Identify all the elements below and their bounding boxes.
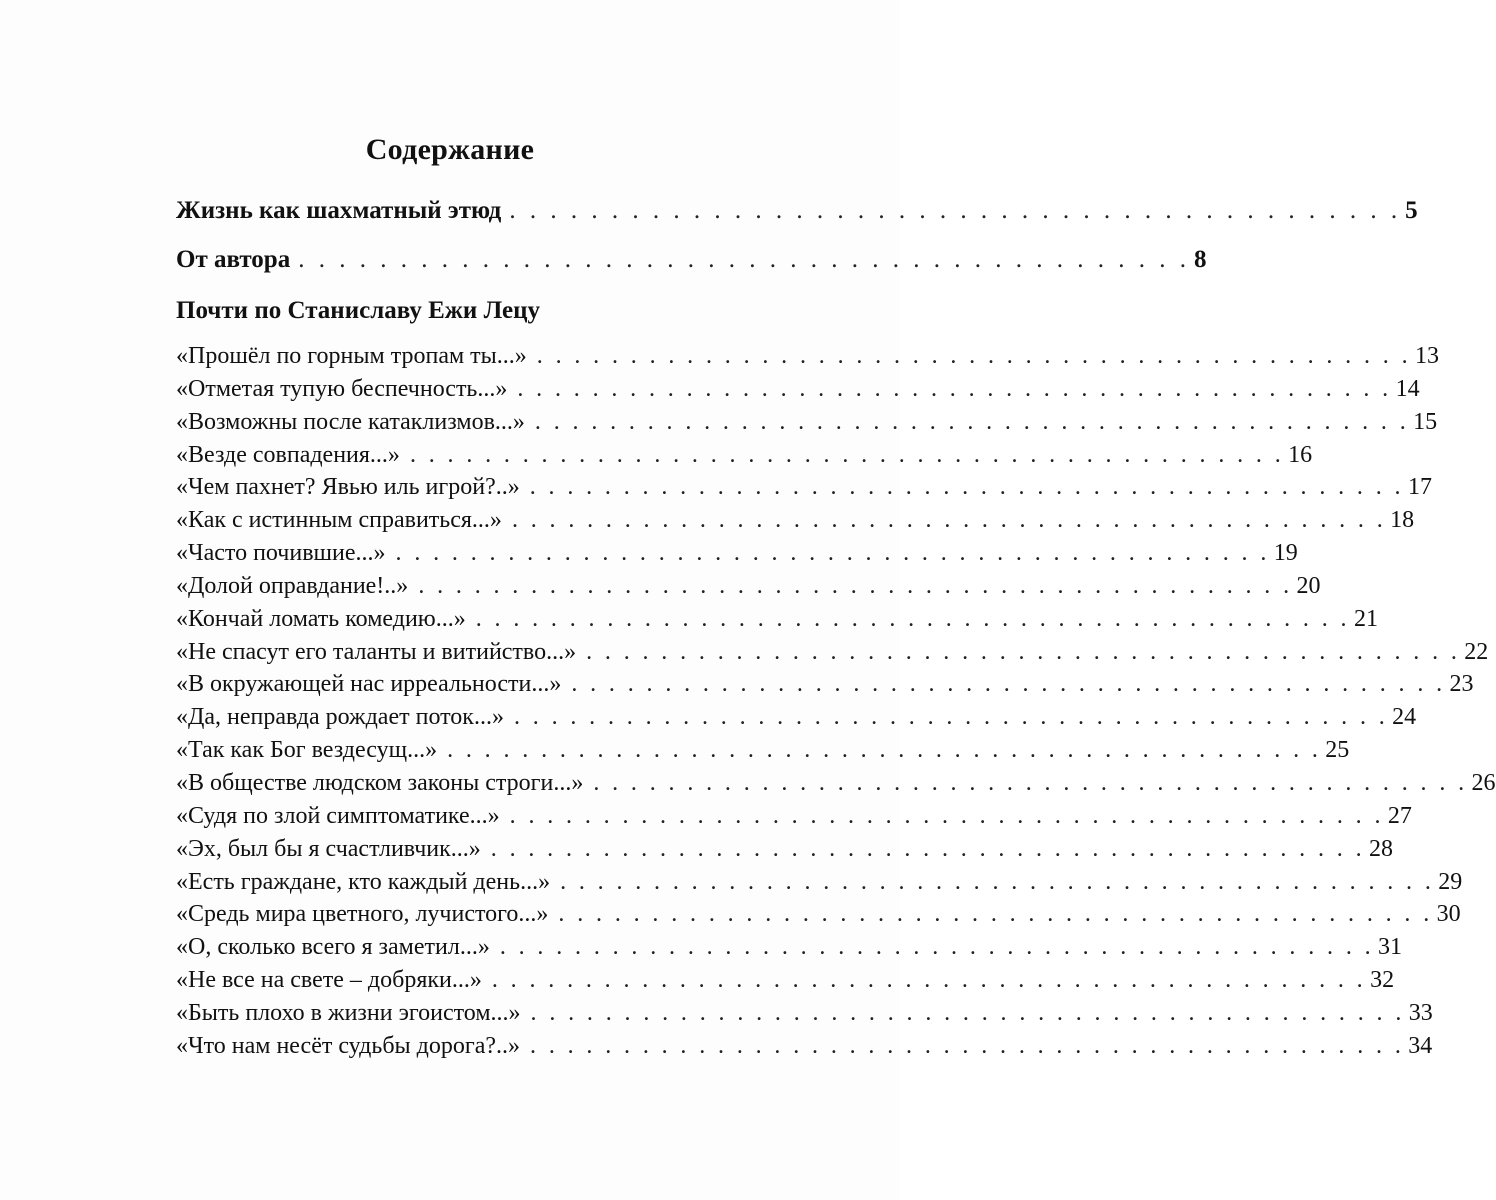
- toc-entry: [176, 1030, 1433, 1063]
- toc-page-number: 24: [1392, 704, 1417, 731]
- toc-page-number: 13: [1414, 343, 1439, 369]
- page-title: Содержание: [365, 133, 535, 166]
- toc-page-number: 27: [1387, 802, 1412, 829]
- dot-leader: . . . . . . . . . . . . . . . . . . . . . . . . . . . . . . . . . . . . . . . . . . . . . . .: [418, 572, 1293, 599]
- toc-page-number: 26: [1471, 769, 1496, 796]
- dot-leader: . . . . . . . . . . . . . . . . . . . . . . . . . . . . . . . . . . . . . . . . . . . . . . .: [395, 540, 1270, 567]
- dot-leader: . . . . . . . . . . . . . . . . . . . . . . . . . . . . . . . . . . . . . . . . . . . . . . .: [447, 737, 1322, 764]
- toc-page-number: 23: [1449, 671, 1474, 698]
- dot-leader: . . . . . . . . . . . . . . . . . . . . . . . . . . . . . . . . . . . . . . . . . . . . . . .: [586, 638, 1461, 665]
- dot-leader: . . . . . . . . . . . . . . . . . . . . . . . . . . . . . . . . . . . . . . . . . . . . . . .: [571, 671, 1446, 698]
- toc-entry-label: От автора: [176, 246, 291, 273]
- toc-entry-label: «Быть плохо в жизни эгоистом...»: [176, 999, 521, 1026]
- toc-page-number: 18: [1390, 507, 1415, 534]
- dot-leader: . . . . . . . . . . . . . . . . . . . . . . . . . . . . . . . . . . . . . . . . . . . . . . .: [511, 507, 1387, 534]
- toc-entry-label: «Так как Бог вездесущ...»: [176, 737, 438, 764]
- toc-page-number: 25: [1325, 737, 1350, 764]
- dot-leader: . . . . . . . . . . . . . . . . . . . . . . . . . . . . . . . . . . . . . . . . . . . . . . .: [475, 605, 1350, 632]
- dot-leader: . . . . . . . . . . . . . . . . . . . . . . . . . . . . . . . . . . . . . . . . . . . . . . .: [529, 474, 1404, 501]
- toc-entry: [176, 636, 1489, 669]
- dot-leader: . . . . . . . . . . . . . . . . . . . . . . . . . . . . . . . . . . . . . . . . . . . . . . .: [530, 999, 1405, 1026]
- toc-entry-label: «Как с истинным справиться...»: [176, 507, 502, 534]
- dot-leader: . . . . . . . . . . . . . . . . . . . . . . . . . . . . . . . . . . . . . . . . . . . . . . .: [409, 441, 1285, 468]
- toc-entry: [176, 701, 1417, 734]
- toc-page-number: 20: [1296, 572, 1321, 599]
- toc-entry-label: «Судя по злой симптоматике...»: [176, 802, 500, 829]
- toc-page-number: 33: [1408, 999, 1433, 1026]
- toc-entry-label: «Не спасут его таланты и витийство...»: [176, 638, 577, 665]
- toc-page-number: 14: [1395, 375, 1420, 402]
- toc-entry-label: «Кончай ломать комедию...»: [176, 605, 466, 632]
- dot-leader: . . . . . . . . . . . . . . . . . . . . . . . . . . . . . . . . . . . . . . . . . . . . . . .: [490, 835, 1365, 862]
- toc-page-number: 30: [1436, 901, 1461, 928]
- toc-entry-label: «Средь мира цветного, лучистого...»: [176, 901, 549, 928]
- toc-entry: [176, 668, 1474, 701]
- toc-entry-label: «Есть граждане, кто каждый день...»: [176, 868, 551, 895]
- toc-entry: [176, 997, 1433, 1030]
- toc-entry-major: [176, 196, 1418, 226]
- toc-entry: [176, 866, 1463, 899]
- toc-page-number: 28: [1368, 835, 1393, 862]
- toc-entry: [176, 833, 1393, 866]
- toc-entry: [176, 439, 1313, 472]
- dot-leader: . . . . . . . . . . . . . . . . . . . . . . . . . . . . . . . . . . . . . . . . . . . .: [298, 246, 1190, 273]
- toc-page-number: 34: [1408, 1032, 1433, 1059]
- toc-entry-label: «В окружающей нас ирреальности...»: [176, 671, 562, 698]
- toc-entry: [176, 931, 1403, 964]
- toc-entry: [176, 603, 1378, 636]
- toc-entry-label: Жизнь как шахматный этюд: [176, 197, 502, 224]
- toc-entry-label: «Что нам несёт судьбы дорога?..»: [176, 1032, 521, 1059]
- toc-entry: [176, 964, 1395, 997]
- toc-entry-label: «Часто почившие...»: [176, 540, 386, 567]
- toc-entry-label: «Возможны после катаклизмов...»: [176, 408, 525, 435]
- dot-leader: . . . . . . . . . . . . . . . . . . . . . . . . . . . . . . . . . . . . . . . . . . . . . . .: [491, 967, 1367, 994]
- toc-entry-label: «Долой оправдание!..»: [176, 572, 409, 599]
- dot-leader: . . . . . . . . . . . . . . . . . . . . . . . . . . . . . . . . . . . . . . . . . . . .: [509, 197, 1402, 224]
- toc-entry: [176, 800, 1412, 833]
- toc-entry: [176, 340, 1439, 373]
- dot-leader: . . . . . . . . . . . . . . . . . . . . . . . . . . . . . . . . . . . . . . . . . . . . . . .: [509, 802, 1384, 829]
- dot-leader: . . . . . . . . . . . . . . . . . . . . . . . . . . . . . . . . . . . . . . . . . . . . . . .: [530, 1032, 1405, 1059]
- toc-entry: [176, 504, 1415, 537]
- toc-entry-label: «Чем пахнет? Явью иль игрой?..»: [176, 474, 520, 501]
- toc-entry-label: «Везде совпадения...»: [176, 441, 400, 468]
- toc-page-number: 15: [1413, 408, 1438, 435]
- dot-leader: . . . . . . . . . . . . . . . . . . . . . . . . . . . . . . . . . . . . . . . . . . . . . . .: [499, 934, 1375, 961]
- toc-entry-label: «Не все на свете – добряки...»: [176, 967, 482, 994]
- toc-entry-major: [176, 245, 1207, 275]
- dot-leader: . . . . . . . . . . . . . . . . . . . . . . . . . . . . . . . . . . . . . . . . . . . . . . .: [536, 343, 1411, 369]
- toc-entry-label: «В обществе людском законы строги...»: [176, 769, 584, 796]
- toc-entry: [176, 767, 1496, 800]
- toc-page-number: 5: [1405, 197, 1418, 224]
- toc-entry: [176, 898, 1461, 931]
- toc-page-number: 29: [1438, 868, 1463, 895]
- toc-page-number: 17: [1407, 474, 1432, 501]
- dot-leader: . . . . . . . . . . . . . . . . . . . . . . . . . . . . . . . . . . . . . . . . . . . . . . .: [534, 408, 1410, 435]
- toc-entry-label: «Да, неправда рождает поток...»: [176, 704, 504, 731]
- toc-entry-label: «Эх, был бы я счастливчик...»: [176, 835, 481, 862]
- dot-leader: . . . . . . . . . . . . . . . . . . . . . . . . . . . . . . . . . . . . . . . . . . . . . . .: [560, 868, 1435, 895]
- section-heading: Почти по Станиславу Ежи Лецу: [176, 297, 541, 324]
- dot-leader: . . . . . . . . . . . . . . . . . . . . . . . . . . . . . . . . . . . . . . . . . . . . . . .: [558, 901, 1433, 928]
- toc-page-number: 32: [1370, 967, 1395, 994]
- toc-entry-label: «О, сколько всего я заметил...»: [176, 934, 490, 961]
- toc-page-number: 19: [1273, 540, 1298, 567]
- toc-entry: [176, 406, 1438, 439]
- toc-page-number: 31: [1378, 934, 1403, 961]
- toc-page-number: 8: [1193, 246, 1207, 273]
- dot-leader: . . . . . . . . . . . . . . . . . . . . . . . . . . . . . . . . . . . . . . . . . . . . . . .: [517, 375, 1392, 402]
- toc-entry: [176, 471, 1432, 504]
- toc-entry: [176, 734, 1350, 767]
- dot-leader: . . . . . . . . . . . . . . . . . . . . . . . . . . . . . . . . . . . . . . . . . . . . . . .: [593, 769, 1468, 796]
- toc-entry-label: «Отметая тупую беспечность...»: [176, 375, 508, 402]
- dot-leader: . . . . . . . . . . . . . . . . . . . . . . . . . . . . . . . . . . . . . . . . . . . . . . .: [513, 704, 1389, 731]
- toc-entry-label: «Прошёл по горным тропам ты...»: [176, 343, 527, 369]
- toc-page-number: 22: [1464, 638, 1489, 665]
- toc-page-number: 16: [1288, 441, 1313, 468]
- toc-entry: [176, 373, 1420, 406]
- toc-page-number: 21: [1353, 605, 1378, 632]
- toc-list: [176, 340, 1496, 1063]
- toc-entry: [176, 570, 1321, 603]
- toc-entry: [176, 537, 1298, 570]
